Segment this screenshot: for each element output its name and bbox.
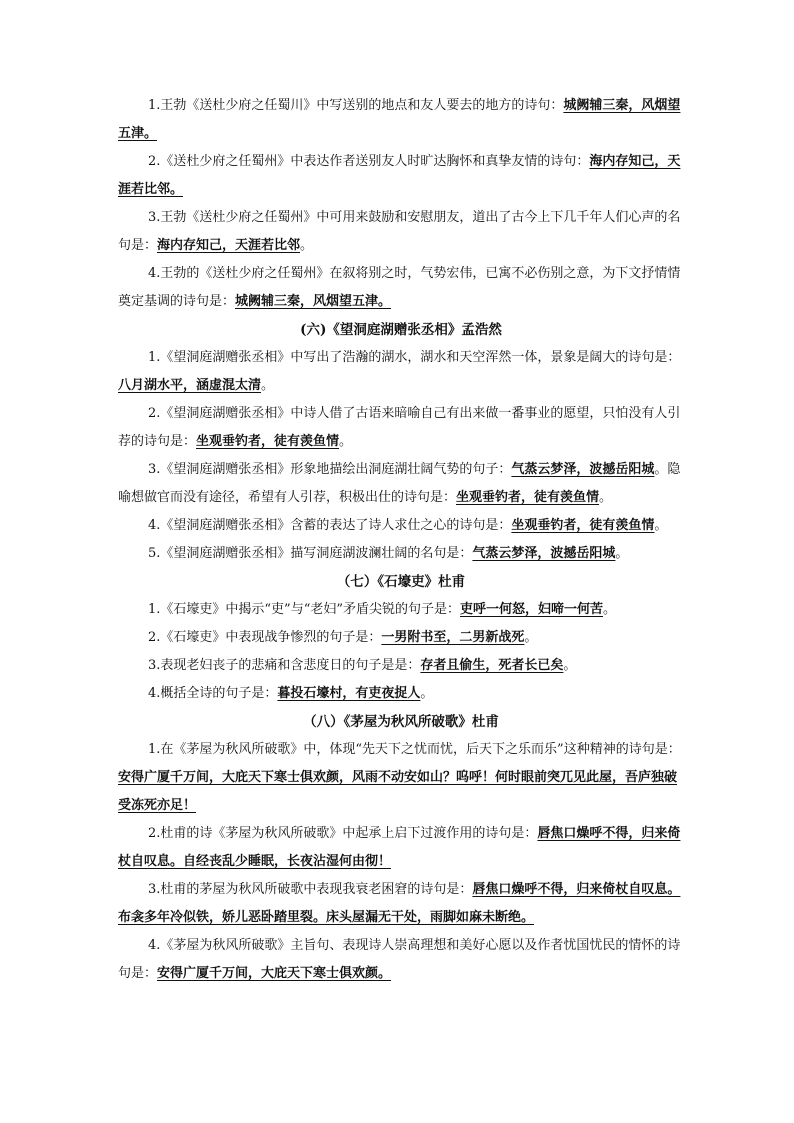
answer-text: 一男附书至，二男新战死 [381, 630, 525, 645]
question-tail: 。 [654, 518, 668, 533]
answer-text: 八月湖水平，涵虚混太清 [118, 378, 262, 393]
section-heading: （八）《茅屋为秋风所破歌》杜甫 [303, 714, 499, 730]
question-item [118, 736, 684, 820]
question-item [118, 400, 684, 456]
question-text: 3.《望洞庭湖赠张丞相》形象地描绘出洞庭湖壮阔气势的句子： [148, 462, 512, 477]
answer-text: 安得广厦千万间，大庇天下寒士俱欢颜。 [157, 966, 392, 981]
question-text: 1.《石壕吏》中揭示“吏”与“老妇”矛盾尖锐的句子是： [148, 602, 460, 617]
answer-text: 海内存知己，天涯若比邻。 [118, 154, 681, 197]
question-tail: 。隐喻想做官而没有途径，希望有人引荐，积极出仕的诗句是： [118, 462, 681, 505]
question-item [118, 820, 684, 876]
question-tail: 。 [524, 630, 538, 645]
question-item [118, 148, 684, 204]
answer-text: 安得广厦千万间，大庇天下寒士俱欢颜，风雨不动安如山？呜呼！何时眼前突兀见此屋，吾庐独破受冻死亦足！ [118, 770, 678, 813]
question-tail: 。 [603, 602, 617, 617]
question-text: 3.王勃《送杜少府之任蜀州》中可用来鼓励和安慰朋友，道出了古今上下几千年人们心声的名句是： [118, 210, 681, 253]
answer-text: 存者且偷生，死者长已矣 [420, 658, 564, 673]
answer-text: 气蒸云梦泽，波撼岳阳城 [511, 462, 655, 477]
question-text: 1.在《茅屋为秋风所破歌》中，体现“先天下之忧而忧，后天下之乐而乐”这种精神的诗句是： [148, 742, 681, 757]
question-item [118, 344, 684, 400]
question-text: 3.表现老妇丧子的悲痛和含悲度日的句子是是： [148, 658, 421, 673]
question-tail: 。 [563, 658, 577, 673]
question-item [118, 680, 684, 708]
question-text: 2.《送杜少府之任蜀州》中表达作者送别友人时旷达胸怀和真挚友情的诗句： [148, 154, 590, 169]
question-item [118, 624, 684, 652]
answer-text: 城阙辅三秦，风烟望五津。 [235, 294, 392, 309]
answer-text: 坐观垂钓者，徒有羡鱼情 [511, 518, 655, 533]
answer-text: 暮投石壕村，有吏夜捉人 [277, 686, 421, 701]
question-text: 1.《望洞庭湖赠张丞相》中写出了浩瀚的湖水，湖水和天空浑然一体，景象是阔大的诗句是： [148, 350, 681, 365]
question-text: 2.《望洞庭湖赠张丞相》中诗人借了古语来暗喻自己有出来做一番事业的愿望，只怕没有人引荐的诗句是： [118, 406, 681, 449]
question-item [118, 204, 684, 260]
question-text: 5.《望洞庭湖赠张丞相》描写洞庭湖波澜壮阔的名句是： [148, 546, 473, 561]
question-item [118, 456, 684, 512]
answer-text: 城阙辅三秦，风烟望五津。 [118, 98, 681, 141]
question-tail: 。 [420, 686, 434, 701]
answer-text: 唇焦口燥呼不得，归来倚杖自叹息。布衾多年冷似铁，娇儿恶卧踏里裂。床头屋漏无干处，雨脚如麻未断绝。 [118, 882, 681, 925]
answer-text: 海内存知己，天涯若比邻 [157, 238, 301, 253]
question-tail: 。 [615, 546, 629, 561]
question-text: 2.《石壕吏》中表现战争惨烈的句子是： [148, 630, 382, 645]
question-item [118, 876, 684, 932]
section-heading: （七）《石壕吏》杜甫 [336, 574, 466, 590]
question-item [118, 512, 684, 540]
question-text: 3.杜甫的茅屋为秋风所破歌中表现我衰老困窘的诗句是： [148, 882, 473, 897]
question-text: 4.概括全诗的句子是： [148, 686, 278, 701]
answer-text: 气蒸云梦泽，波撼岳阳城 [472, 546, 616, 561]
question-tail: 。 [261, 378, 275, 393]
question-item [118, 932, 684, 988]
answer-text: 唇焦口燥呼不得，归来倚杖自叹息。自经丧乱少睡眠，长夜沾湿何由彻！ [118, 826, 681, 869]
question-text: 1.王勃《送杜少府之任蜀川》中写送别的地点和友人要去的地方的诗句： [148, 98, 564, 113]
question-item [118, 92, 684, 148]
question-tail: 。 [339, 434, 353, 449]
answer-text-2: 坐观垂钓者，徒有羡鱼情 [456, 490, 600, 505]
question-text: 4.《茅屋为秋风所破歌》主旨句、表现诗人崇高理想和美好心愿以及作者忧国忧民的情怀的诗句是： [118, 938, 681, 981]
question-item [118, 260, 684, 316]
question-text: 4.王勃的《送杜少府之任蜀州》在叙将别之时，气势宏伟，已寓不必伤别之意，为下文抒情情奠定基调的诗句是： [118, 266, 681, 309]
question-text: 4.《望洞庭湖赠张丞相》含蓄的表达了诗人求仕之心的诗句是： [148, 518, 512, 533]
question-tail: 。 [300, 238, 314, 253]
answer-text: 坐观垂钓者，徒有羡鱼情 [196, 434, 340, 449]
question-item [118, 596, 684, 624]
document-body [118, 92, 684, 988]
question-item [118, 652, 684, 680]
section-heading: (六)《望洞庭湖赠张丞相》孟浩然 [300, 322, 502, 338]
answer-text: 吏呼一何怒，妇啼一何苦 [460, 602, 604, 617]
question-item [118, 540, 684, 568]
question-tail-2: 。 [599, 490, 613, 505]
question-text: 2.杜甫的诗《茅屋为秋风所破歌》中起承上启下过渡作用的诗句是： [148, 826, 538, 841]
